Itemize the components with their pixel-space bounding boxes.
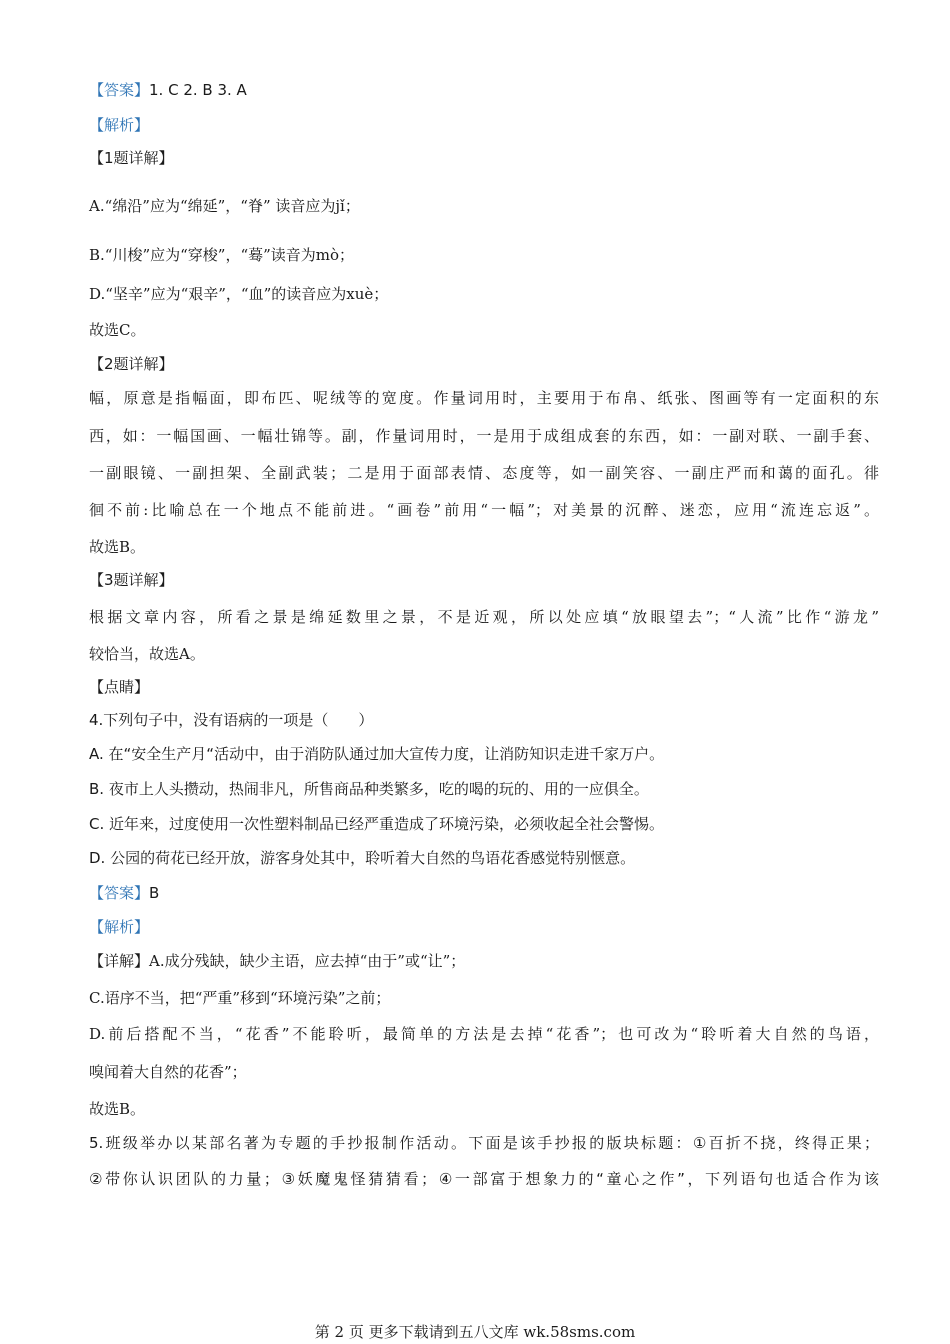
tips-heading: 【点睛】	[89, 678, 150, 696]
text-line: 故选B。	[89, 538, 146, 556]
analysis-tag: 【解析】	[89, 918, 150, 936]
text-line: A.“绵沿”应为“绵延”，“脊” 读音应为jǐ；	[89, 197, 360, 215]
text-line: 故选C。	[89, 321, 146, 339]
text-line: 幅，原意是指幅面，即布匹、呢绒等的宽度。作量词用时，主要用于布帛、纸张、图画等有一定面积的东	[89, 389, 879, 407]
text-line: ②带你认识团队的力量；③妖魔鬼怪猜猜看；④一部富于想象力的“童心之作”，下列语句也适合作为该	[89, 1170, 879, 1188]
answer-tag: 【答案】	[89, 81, 150, 99]
text-line: B.“川梭”应为“穿梭”，“蓦”读音为mò；	[89, 246, 355, 264]
answer-text: 1. C 2. B 3. A	[149, 81, 247, 99]
answer-text: B	[149, 884, 160, 902]
page-footer: 第 2 页 更多下载请到五八文库 wk.58sms.com	[314, 1323, 636, 1341]
text-line: 一副眼镜、一副担架、全副武装；二是用于面部表情、态度等，如一副笑容、一副庄严而和蔼的面孔。徘	[89, 464, 879, 482]
text-line: 较恰当，故选A。	[89, 645, 205, 663]
text-line: D.前后搭配不当，“花香”不能聆听，最简单的方法是去掉“花香”；也可改为“聆听着大自然的鸟语，	[89, 1025, 879, 1043]
option-a: A. 在“安全生产月“活动中，由于消防队通过加大宣传力度，让消防知识走进千家万户。	[89, 745, 665, 763]
question-5: 5.班级举办以某部名著为专题的手抄报制作活动。下面是该手抄报的版块标题：①百折不挠，终得正果；	[89, 1134, 879, 1152]
option-b: B. 夜市上人头攒动，热闹非凡，所售商品种类繁多，吃的喝的玩的、用的一应俱全。	[89, 780, 649, 798]
option-c: C. 近年来，过度使用一次性塑料制品已经严重造成了环境污染，必须收起全社会警惕。	[89, 815, 665, 833]
text-line: D.“坚辛”应为“艰辛”，“血”的读音应为xuè；	[89, 285, 389, 303]
text-line: 根据文章内容，所看之景是绵延数里之景，不是近观，所以处应填“放眼望去”；“人流”比作“游龙”	[89, 608, 879, 626]
option-d: D. 公园的荷花已经开放，游客身处其中，聆听着大自然的鸟语花香感觉特别惬意。	[89, 849, 636, 867]
answer-line-1	[89, 80, 247, 100]
question-4: 4.下列句子中，没有语病的一项是（ ）	[89, 711, 374, 729]
text-line: 故选B。	[89, 1100, 146, 1118]
text-line: 徊不前:比喻总在一个地点不能前进。“画卷”前用“一幅”；对美景的沉醉、迷恋，应用“流连忘返”。	[89, 501, 879, 519]
answer-tag: 【答案】	[89, 884, 150, 902]
analysis-tag: 【解析】	[89, 116, 150, 134]
text-line: C.语序不当，把“严重”移到“环境污染”之前；	[89, 989, 391, 1007]
text-line: 嗅闻着大自然的花香”；	[89, 1063, 247, 1081]
text-line: 西，如：一幅国画、一幅壮锦等。副，作量词用时，一是用于成组成套的东西，如：一副对联、一副手套、	[89, 427, 879, 445]
answer-line-2	[89, 883, 159, 903]
text-line: 【详解】A.成分残缺，缺少主语，应去掉“由于”或“让”；	[89, 952, 466, 970]
section-heading-3: 【3题详解】	[89, 571, 174, 589]
section-heading-1: 【1题详解】	[89, 149, 174, 167]
section-heading-2: 【2题详解】	[89, 355, 174, 373]
